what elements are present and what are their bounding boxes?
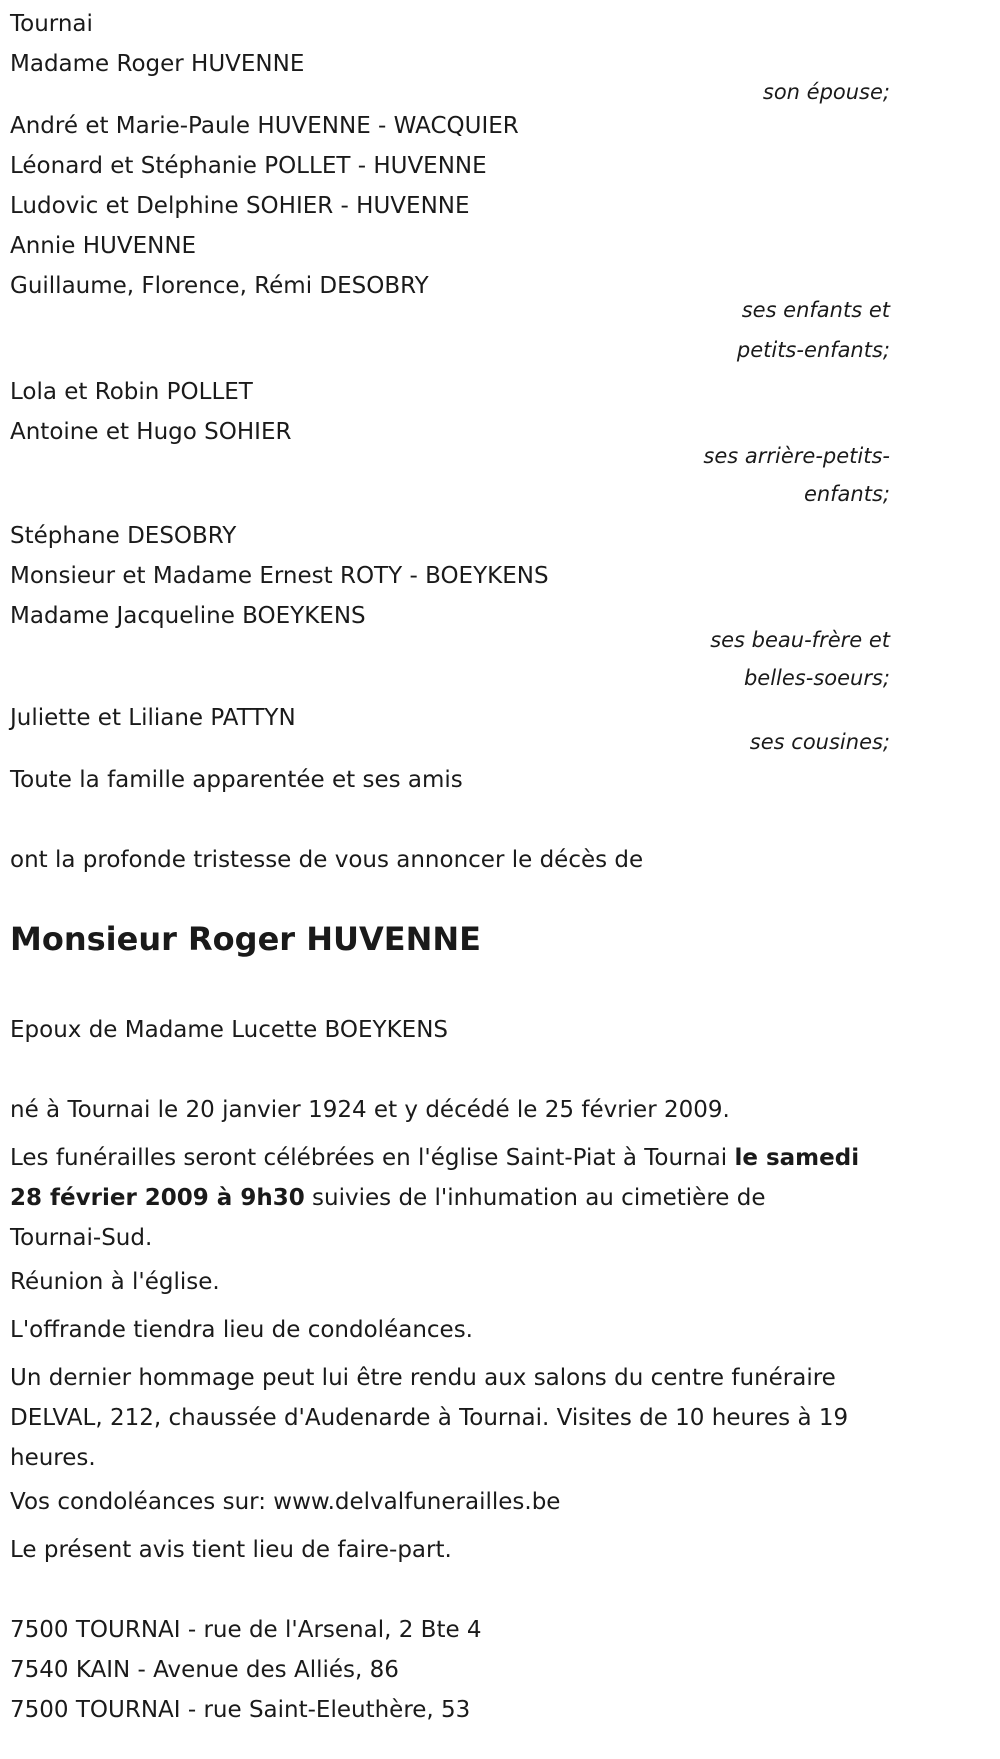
family-name-line: Madame Jacqueline BOEYKENS xyxy=(10,603,366,629)
family-group-children xyxy=(10,106,890,366)
announcement-text: ont la profonde tristesse de vous annoncer le décès de xyxy=(10,847,644,873)
family-name-line: Madame Roger HUVENNE xyxy=(10,51,305,77)
relation-label: ses enfants et xyxy=(741,298,890,322)
funeral-paragraph xyxy=(10,1138,890,1258)
hommage-line: DELVAL, 212, chaussée d'Audenarde à Tournai. Visites de 10 heures à 19 xyxy=(10,1405,849,1431)
offrande-line: L'offrande tiendra lieu de condoléances. xyxy=(10,1317,473,1343)
funeral-text: Tournai-Sud. xyxy=(10,1225,153,1251)
address-line: 7540 KAIN - Avenue des Alliés, 86 xyxy=(10,1657,399,1683)
address-line: 7500 TOURNAI - rue de l'Arsenal, 2 Bte 4 xyxy=(10,1617,482,1643)
relation-label: enfants; xyxy=(803,482,890,506)
family-group-spouse xyxy=(10,4,890,114)
funeral-text: suivies de l'inhumation au cimetière de xyxy=(304,1185,766,1211)
hommage-line: Un dernier hommage peut lui être rendu aux salons du centre funéraire xyxy=(10,1365,836,1391)
family-name-line: Antoine et Hugo SOHIER xyxy=(10,419,292,445)
relation-label: ses cousines; xyxy=(749,730,890,754)
relation-label: petits-enfants; xyxy=(736,338,890,362)
family-group-in-laws xyxy=(10,516,890,690)
family-name-line: André et Marie-Paule HUVENNE - WACQUIER xyxy=(10,113,519,139)
relation-label: son épouse; xyxy=(762,80,890,104)
reunion-line: Réunion à l'église. xyxy=(10,1269,220,1295)
family-all-line: Toute la famille apparentée et ses amis xyxy=(10,767,463,793)
family-name-line: Stéphane DESOBRY xyxy=(10,523,237,549)
condoleances-line: Vos condoléances sur: www.delvalfunerailles.be xyxy=(10,1489,561,1515)
address-line: 7500 TOURNAI - rue Saint-Eleuthère, 53 xyxy=(10,1697,471,1723)
family-name-line: Tournai xyxy=(10,11,93,37)
relation-label: ses beau-frère et xyxy=(710,628,890,652)
birth-death-line: né à Tournai le 20 janvier 1924 et y décédé le 25 février 2009. xyxy=(10,1097,730,1123)
hommage-paragraph xyxy=(10,1358,890,1478)
relation-label: ses arrière-petits- xyxy=(703,444,890,468)
funeral-date: 28 février 2009 à 9h30 xyxy=(10,1185,305,1211)
family-group-great-grandchildren xyxy=(10,372,890,522)
family-name-line: Ludovic et Delphine SOHIER - HUVENNE xyxy=(10,193,470,219)
family-group-cousins xyxy=(10,698,890,758)
family-name-line: Guillaume, Florence, Rémi DESOBRY xyxy=(10,273,429,299)
spouse-line: Epoux de Madame Lucette BOEYKENS xyxy=(10,1017,449,1043)
deceased-name: Monsieur Roger HUVENNE xyxy=(10,920,481,958)
family-name-line: Lola et Robin POLLET xyxy=(10,379,253,405)
family-name-line: Annie HUVENNE xyxy=(10,233,197,259)
hommage-line: heures. xyxy=(10,1445,96,1471)
family-name-line: Juliette et Liliane PATTYN xyxy=(10,705,296,731)
family-name-line: Monsieur et Madame Ernest ROTY - BOEYKENS xyxy=(10,563,549,589)
funeral-text: Les funérailles seront célébrées en l'église Saint-Piat à Tournai xyxy=(10,1145,735,1171)
funeral-date: le samedi xyxy=(734,1145,860,1171)
relation-label: belles-soeurs; xyxy=(743,666,890,690)
family-name-line: Léonard et Stéphanie POLLET - HUVENNE xyxy=(10,153,487,179)
faire-part-line: Le présent avis tient lieu de faire-part. xyxy=(10,1537,452,1563)
